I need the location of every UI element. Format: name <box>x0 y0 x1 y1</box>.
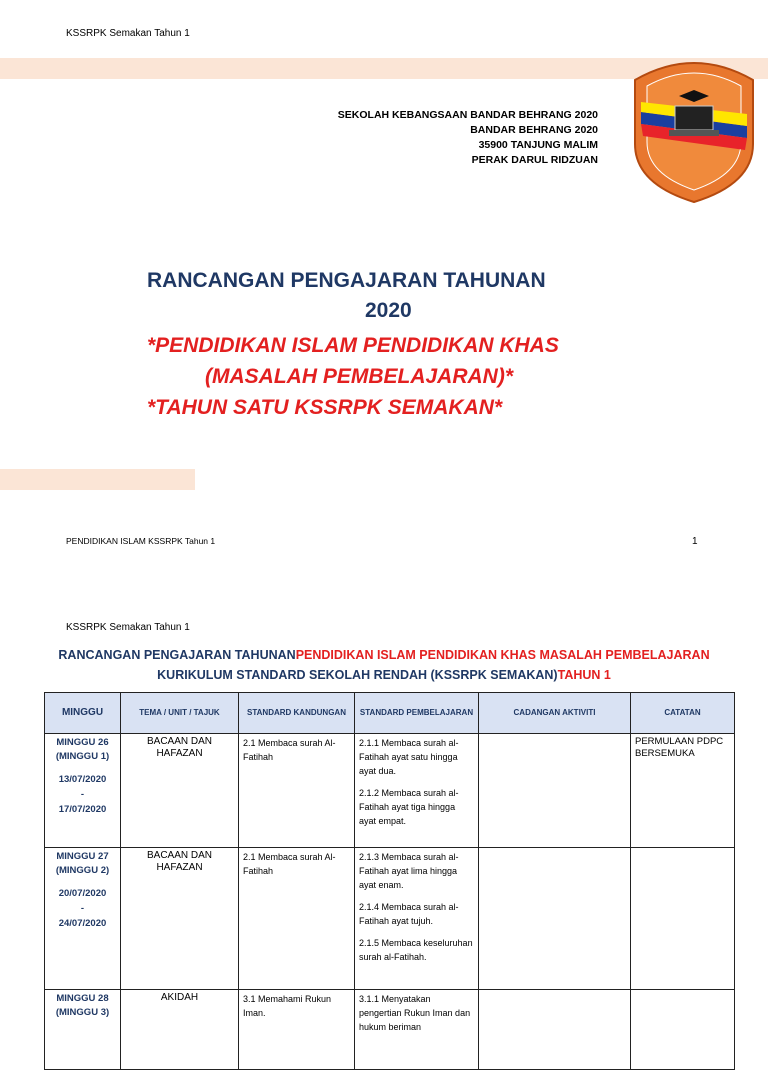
page2-header: KSSRPK Semakan Tahun 1 <box>66 622 190 633</box>
kandungan-cell: 2.1 Membaca surah Al-Fatihah <box>239 848 355 990</box>
catatan-cell: PERMULAAN PDPC BERSEMUKA <box>631 734 735 848</box>
table-row <box>45 734 735 848</box>
tema-cell: BACAAN DAN HAFAZAN <box>121 734 239 848</box>
week-cell: MINGGU 26 (MINGGU 1) 13/07/2020 - 17/07/2020 <box>45 734 121 848</box>
address-line: BANDAR BEHRANG 2020 <box>470 124 598 136</box>
lesson-plan-table <box>44 692 735 1070</box>
col-header-catatan: CATATAN <box>631 693 735 734</box>
footer-band <box>0 469 195 490</box>
subtitle-line: (MASALAH PEMBELAJARAN)* <box>205 365 513 388</box>
page-number: 1 <box>692 536 698 547</box>
tema-cell: BACAAN DAN HAFAZAN <box>121 848 239 990</box>
pembelajaran-cell: 2.1.3 Membaca surah al-Fatihah ayat lima hingga ayat enam. 2.1.4 Membaca surah al-Fatihah ayat tujuh. 2.1.5 Membaca keseluruhan surah al-Fatihah. <box>355 848 479 990</box>
table-header-row <box>45 693 735 734</box>
aktiviti-cell <box>479 990 631 1070</box>
title-line: RANCANGAN PENGAJARAN TAHUNAN <box>147 269 546 292</box>
title-part: KURIKULUM STANDARD SEKOLAH RENDAH (KSSRPK SEMAKAN) <box>157 668 558 682</box>
title-part: RANCANGAN PENGAJARAN TAHUNAN <box>58 648 296 662</box>
table-title <box>0 645 768 685</box>
address-line: SEKOLAH KEBANGSAAN BANDAR BEHRANG 2020 <box>337 109 598 121</box>
pembelajaran-cell: 2.1.1 Membaca surah al-Fatihah ayat satu hingga ayat dua. 2.1.2 Membaca surah al-Fatihah ayat tiga hingga ayat empat. <box>355 734 479 848</box>
title-year: 2020 <box>365 299 412 322</box>
aktiviti-cell <box>479 848 631 990</box>
page-header: KSSRPK Semakan Tahun 1 <box>66 28 190 39</box>
week-cell: MINGGU 28 (MINGGU 3) <box>45 990 121 1070</box>
document-subtitle <box>147 330 559 423</box>
col-header-kandungan: STANDARD KANDUNGAN <box>239 693 355 734</box>
school-address <box>338 108 598 168</box>
title-part: TAHUN 1 <box>557 668 611 682</box>
col-header-tema: TEMA / UNIT / TAJUK <box>121 693 239 734</box>
address-line: 35900 TANJUNG MALIM <box>478 139 598 151</box>
week-cell: MINGGU 27 (MINGGU 2) 20/07/2020 - 24/07/2020 <box>45 848 121 990</box>
catatan-cell <box>631 848 735 990</box>
col-header-aktiviti: CADANGAN AKTIVITI <box>479 693 631 734</box>
pembelajaran-cell: 3.1.1 Menyatakan pengertian Rukun Iman dan hukum beriman <box>355 990 479 1070</box>
subtitle-line: *PENDIDIKAN ISLAM PENDIDIKAN KHAS <box>147 334 559 357</box>
title-part: PENDIDIKAN ISLAM PENDIDIKAN KHAS MASALAH PEMBELAJARAN <box>295 648 710 662</box>
kandungan-cell: 2.1 Membaca surah Al-Fatihah <box>239 734 355 848</box>
table-row <box>45 848 735 990</box>
catatan-cell <box>631 990 735 1070</box>
tema-cell: AKIDAH <box>121 990 239 1070</box>
col-header-pembelajaran: STANDARD PEMBELAJARAN <box>355 693 479 734</box>
page-footer: PENDIDIKAN ISLAM KSSRPK Tahun 1 <box>66 536 216 546</box>
table-row <box>45 990 735 1070</box>
kandungan-cell: 3.1 Memahami Rukun Iman. <box>239 990 355 1070</box>
col-header-minggu: MINGGU <box>45 693 121 734</box>
document-title <box>147 266 546 326</box>
address-line: PERAK DARUL RIDZUAN <box>471 154 598 166</box>
subtitle-line: *TAHUN SATU KSSRPK SEMAKAN* <box>147 396 503 419</box>
aktiviti-cell <box>479 734 631 848</box>
school-logo-icon <box>627 52 761 204</box>
